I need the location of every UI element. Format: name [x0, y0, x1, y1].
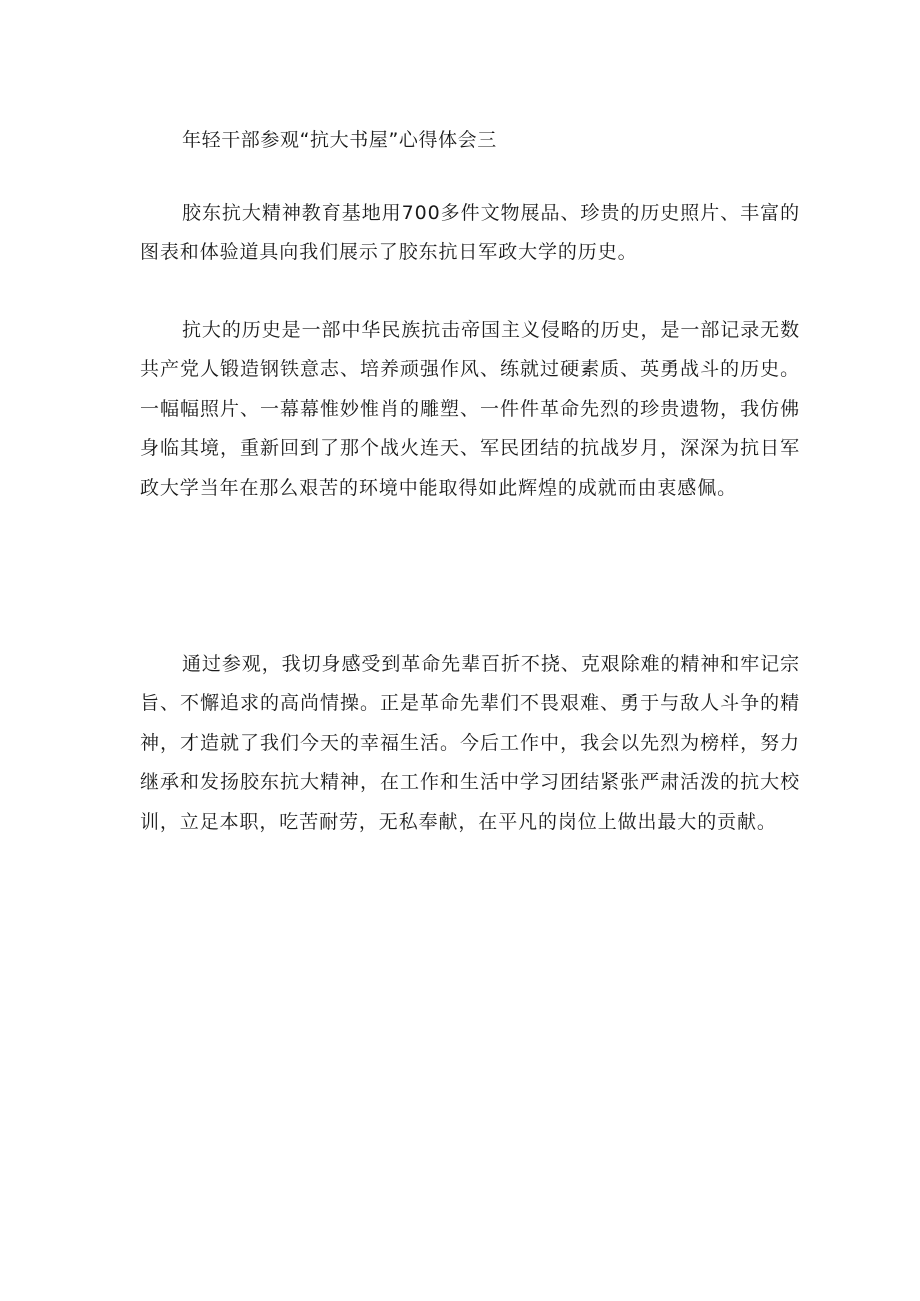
paragraph-2: 抗大的历史是一部中华民族抗击帝国主义侵略的历史，是一部记录无数共产党人锻造钢铁意志、培养顽强作风、练就过硬素质、英勇战斗的历史。一幅幅照片、一幕幕惟妙惟肖的雕塑、一件件革命先烈的珍贵遗物，我仿佛身临其境，重新回到了那个战火连天、军民团结的抗战岁月，深深为抗日军政大学当年在那么艰苦的环境中能取得如此辉煌的成就而由衷感佩。 [140, 319, 800, 499]
paragraph-1: 胶东抗大精神教育基地用700多件文物展品、珍贵的历史照片、丰富的图表和体验道具向我们展示了胶东抗日军政大学的历史。 [140, 202, 800, 264]
document-title: 年轻干部参观“抗大书屋”心得体会三 [182, 129, 497, 151]
paragraph-3: 通过参观，我切身感受到革命先辈百折不挠、克艰除难的精神和牢记宗旨、不懈追求的高尚情操。正是革命先辈们不畏艰难、勇于与敌人斗争的精神，才造就了我们今天的幸福生活。今后工作中，我会以先烈为榜样，努力继承和发扬胶东抗大精神，在工作和生活中学习团结紧张严肃活泼的抗大校训，立足本职，吃苦耐劳，无私奉献，在平凡的岗位上做出最大的贡献。 [140, 653, 800, 833]
